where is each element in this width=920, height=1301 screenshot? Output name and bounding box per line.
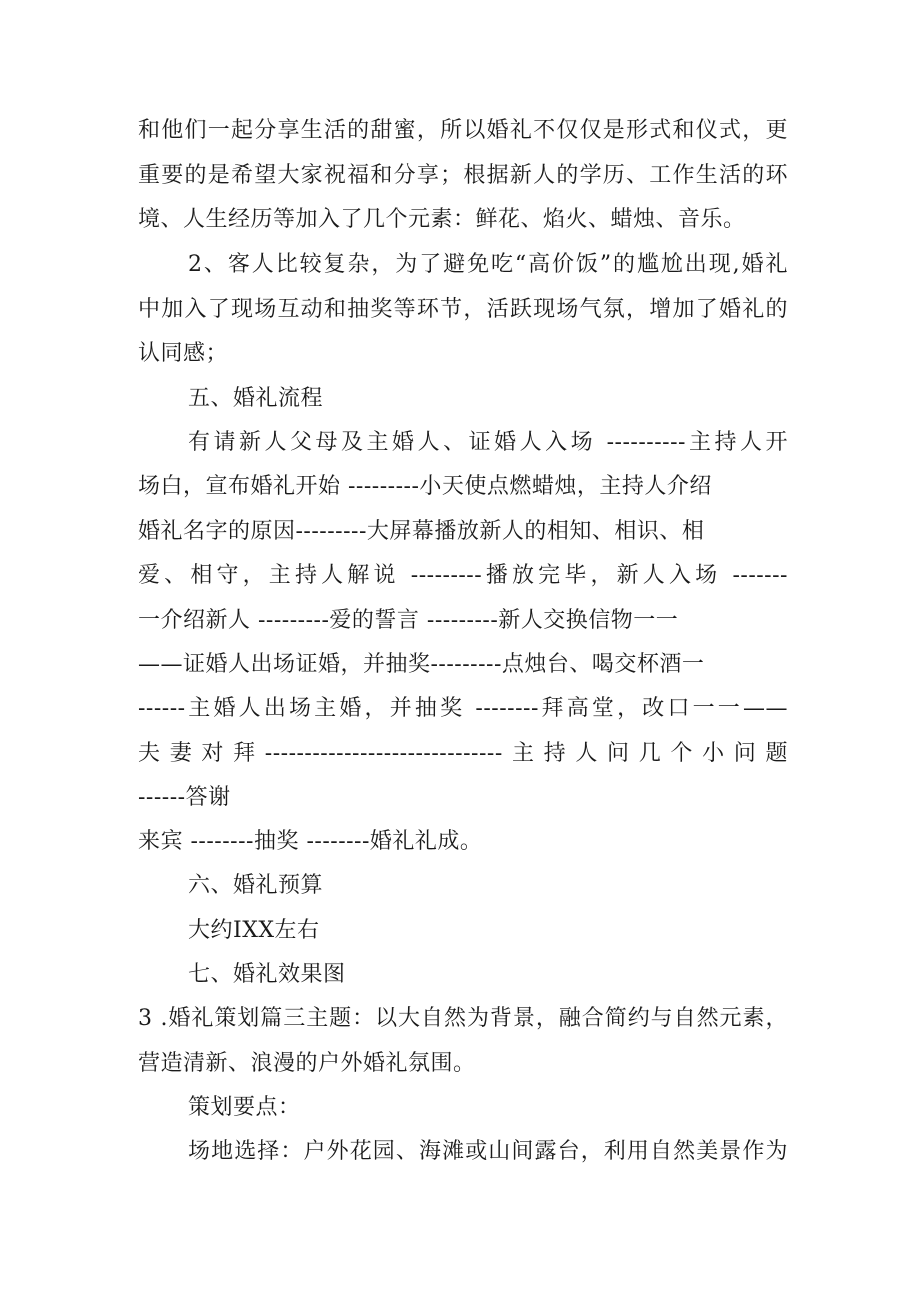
paragraph-line: ------主婚人出场主婚，并抽奖 --------拜高堂，改口一一—— bbox=[138, 696, 788, 721]
paragraph-line: 夫妻对拜------------------------------主持人问几个小问题 bbox=[138, 741, 788, 766]
paragraph-line: 认同感； bbox=[138, 341, 229, 366]
paragraph-line: 3 .婚礼策划篇三主题：以大自然为背景，融合简约与自然元素， bbox=[138, 1006, 788, 1031]
paragraph-line: 爱、相守，主持人解说 ---------播放完毕，新人入场 ------- bbox=[138, 563, 788, 588]
section-heading: 五、婚礼流程 bbox=[188, 386, 324, 411]
paragraph-line: ------答谢 bbox=[138, 785, 231, 810]
paragraph-line: 场地选择：户外花园、海滩或山间露台，利用自然美景作为 bbox=[188, 1139, 788, 1164]
paragraph-line: 婚礼名字的原因---------大屏幕播放新人的相知、相识、相 bbox=[138, 519, 705, 544]
paragraph-line: 重要的是希望大家祝福和分享；根据新人的学历、工作生活的环 bbox=[138, 163, 788, 188]
paragraph-line: 营造清新、浪漫的户外婚礼氛围。 bbox=[138, 1051, 476, 1076]
paragraph-line: 中加入了现场互动和抽奖等环节，活跃现场气氛，增加了婚礼的 bbox=[138, 297, 788, 322]
paragraph-line: 2、客人比较复杂，为了避免吃“高价饭”的尴尬出现,婚礼 bbox=[188, 252, 788, 277]
paragraph-line: 大约IXX左右 bbox=[188, 918, 320, 943]
paragraph-line: 策划要点： bbox=[188, 1095, 301, 1120]
paragraph-line: 境、人生经历等加入了几个元素：鲜花、焰火、蜡烛、音乐。 bbox=[138, 207, 746, 232]
section-heading: 七、婚礼效果图 bbox=[188, 962, 346, 987]
paragraph-line: 和他们一起分享生活的甜蜜，所以婚礼不仅仅是形式和仪式，更 bbox=[138, 118, 788, 143]
paragraph-line: 场白，宣布婚礼开始 ---------小天使点燃蜡烛，主持人介绍 bbox=[138, 474, 712, 499]
paragraph-line: 有请新人父母及主婚人、证婚人入场 ----------主持人开 bbox=[188, 430, 788, 455]
paragraph-line: 一介绍新人 ---------爱的誓言 ---------新人交换信物一一 bbox=[138, 608, 679, 633]
paragraph-line: 来宾 --------抽奖 --------婚礼礼成。 bbox=[138, 829, 483, 854]
paragraph-line: ——证婚人出场证婚，并抽奖---------点烛台、喝交杯酒一 bbox=[138, 652, 705, 677]
section-heading: 六、婚礼预算 bbox=[188, 873, 324, 898]
